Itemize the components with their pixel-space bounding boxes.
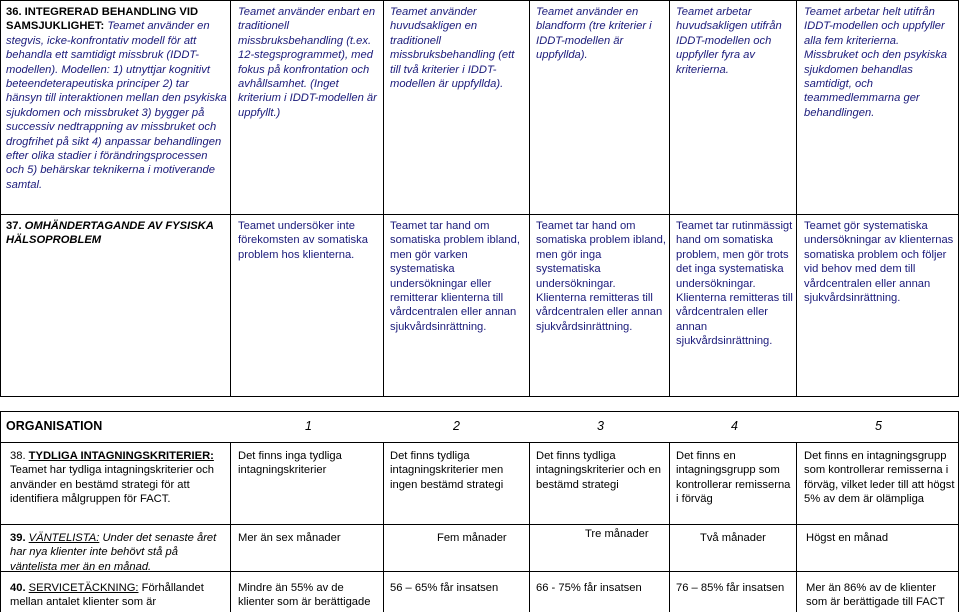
row-36-score-2: Teamet använder huvudsakligen en traditionell missbruksbehandling (ett till två kriterier i IDDT-modellen är uppfyllda). [390,6,515,91]
row-39-score-1: Mer än sex månader [238,532,341,544]
row-37-title: OMHÄNDERTAGANDE AV FYSISKA HÄLSOPROBLEM [6,220,214,247]
row-40-score-3: 66 - 75% får insatsen [536,582,642,594]
row-40-score-5: Mer än 86% av de klienter som är berättigade till FACT [806,582,945,609]
row-36-score-1: Teamet använder enbart en traditionell missbruksbehandling (t.ex. 12-stegsprogrammet), med fokus på konfrontation och avhållsamhet. (Inget kriterium i IDDT-modellen är uppfyllt.) [238,6,377,119]
grid-line [230,0,231,396]
score-header-5: 5 [875,419,882,433]
grid-line [796,442,797,612]
section-title: ORGANISATION [6,419,103,433]
grid-line [529,0,530,396]
row-39-score-4: Två månader [700,532,766,544]
row-40-description: Förhållandet mellan antalet klienter som är [10,582,204,609]
grid-line [0,214,959,215]
row-37-score-1: Teamet undersöker inte förekomsten av somatiska problem hos klienterna. [238,220,368,261]
row-39-description: Under det senaste året har nya klienter inte behövt stå på väntelista mer än en månad. [10,532,217,573]
row-39-criterion [10,531,228,574]
row-40-title: SERVICETÄCKNING: [28,582,139,594]
grid-line [230,442,231,612]
row-36-criterion [6,5,228,192]
row-38-score-4: Det finns en intagningsgrupp som kontrollerar remisserna i förväg [676,450,791,506]
row-40-score-1: Mindre än 55% av de klienter som är berättigade [238,582,371,609]
grid-line [529,442,530,612]
row-38-criterion [10,449,228,507]
grid-line [0,0,1,396]
grid-line [796,0,797,396]
row-39-score-3: Tre månader [585,528,649,540]
grid-line [0,411,959,412]
row-37-score-3: Teamet tar hand om somatiska problem ibland, men gör inga systematiska undersökningar. Klienterna remitteras till vårdcentralen eller annan sjukvårdsinrättning. [536,220,666,333]
row-40-score-2: 56 – 65% får insatsen [390,582,499,594]
row-38-title: TYDLIGA INTAGNINGSKRITERIER: [28,450,214,462]
score-header-2: 2 [453,419,460,433]
row-39-score-5: Högst en månad [806,532,889,544]
row-37-score-2: Teamet tar hand om somatiska problem ibland, men gör varken systematiska undersökningar eller remitterar klienterna till vårdcentralen eller annan sjukvårdsinrättning. [390,220,520,333]
row-38-score-1: Det finns inga tydliga intagningskriterier [238,450,342,477]
row-38-description: Teamet har tydliga intagningskriterier och använder en bestämd strategi för att identifiera målgruppen för FACT. [10,464,214,506]
score-header-1: 1 [305,419,312,433]
row-38-score-3: Det finns tydliga intagningskriterier och en bestämd strategi [536,450,661,491]
score-header-4: 4 [731,419,738,433]
grid-line [0,442,959,443]
grid-line [0,396,959,397]
row-38-number: 38. [10,450,26,462]
grid-line [383,0,384,396]
row-37-criterion [6,219,228,248]
grid-line [0,411,1,612]
grid-line [0,524,959,525]
row-36-score-3: Teamet använder en blandform (tre kriterier i IDDT-modellen är uppfyllda). [536,6,652,62]
row-37-score-5: Teamet gör systematiska undersökningar av klienternas somatiska problem och följer vid behov med dem till vårdcentralen eller annan sjukvårdsinrättning. [804,220,954,305]
row-39-title: VÄNTELISTA: [28,532,100,544]
row-38-score-5: Det finns en intagningsgrupp som kontrollerar remisserna i förväg, vilket leder till att högst 5% av dem är olämpliga [804,450,955,506]
grid-line [383,442,384,612]
row-38-score-2: Det finns tydliga intagningskriterier men ingen bestämd strategi [390,450,504,491]
row-36-number: 36. [6,6,22,18]
row-37-number: 37. [6,220,22,232]
row-36-score-5: Teamet arbetar helt utifrån IDDT-modellen och uppfyller alla fem kriterierna. Missbruket och den psykiska sjukdomen behandlas samtidigt, och teammedlemmarna ger behandlingen. [804,6,948,119]
row-36-description: Teamet använder en stegvis, icke-konfrontativ modell för att behandla ett samtidigt missbruk (IDDT-modellen). Modellen: 1) utnyttjar kognitivt beteendeterapeutiska principer 2) tar hänsyn till interaktionen mellan den psykiska sjukdomen och missbruket 3) bygger på successiv nedtrappning av missbruket och drogfrihet på sikt 4) anpassar behandlingen efter olika stadier i förändringsprocessen och 5) behärskar teknikerna i motiverande samtal. [6,20,227,191]
row-36-score-4: Teamet arbetar huvudsakligen utifrån IDDT-modellen och uppfyller fyra av kriterierna. [676,6,782,76]
row-40-criterion [10,581,228,610]
grid-line [669,0,670,396]
row-39-number: 39. [10,532,26,544]
grid-line [669,442,670,612]
row-37-score-4: Teamet tar rutinmässigt hand om somatiska problem, men gör trots det inga systematiska undersökningar. Klienterna remitteras till vårdcentralen eller annan sjukvårdsinrättning. [676,220,793,348]
row-39-score-2: Fem månader [437,532,507,544]
row-40-number: 40. [10,582,26,594]
score-header-3: 3 [597,419,604,433]
top-border [0,0,959,1]
row-40-score-4: 76 – 85% får insatsen [676,582,785,594]
row-36-title: INTEGRERAD BEHANDLING VID SAMSJUKLIGHET: [6,6,199,33]
